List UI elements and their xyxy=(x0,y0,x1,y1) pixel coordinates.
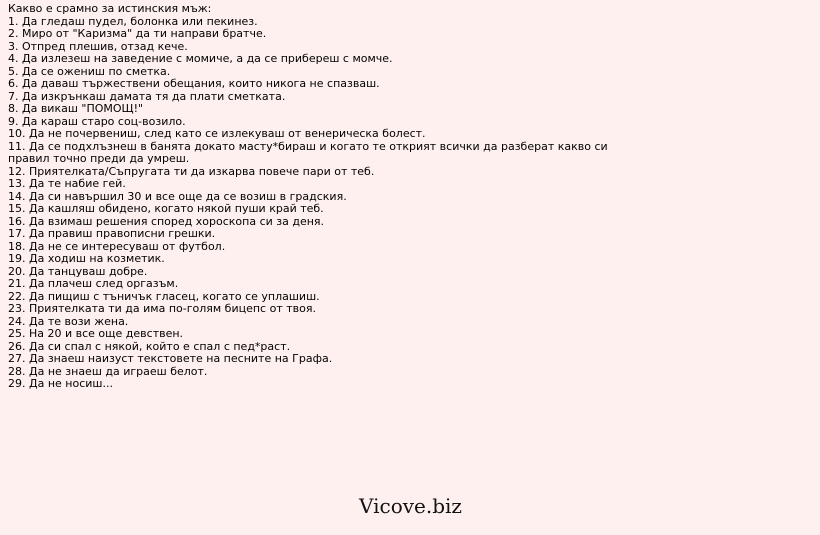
list-item: 17. Да правиш правописни грешки. xyxy=(8,227,216,240)
list-item: 20. Да танцуваш добре. xyxy=(8,264,148,278)
list-item: 24. Да те вози жена. xyxy=(8,314,129,328)
document-body xyxy=(8,3,808,391)
list-item: 7. Да изкрънкаш дамата тя да плати сметката. xyxy=(8,89,286,103)
list-item: 18. Да не се интересуваш от футбол. xyxy=(8,239,226,253)
list-item: 4. Да излезеш на заведение с момиче, а да се прибереш с момче. xyxy=(8,52,393,65)
list-item: 1. Да гледаш пудел, болонка или пекинез. xyxy=(8,14,258,28)
list-item: 11. Да се подхлъзнеш в банята докато масту*бираш и когато те открият всички да разберат какво си правил точно преди да умреш. xyxy=(8,139,608,165)
list-item: 29. Да не носиш... xyxy=(8,377,113,390)
list-item: 6. Да даваш тържествени обещания, които никога не спазваш. xyxy=(8,77,380,90)
list-item: 8. Да викаш "ПОМОЩ!" xyxy=(8,102,144,115)
list-item: 13. Да те набие гей. xyxy=(8,177,126,190)
list-item: 12. Приятелката/Съпругата ти да изкарва повече пари от теб. xyxy=(8,164,375,178)
list-item: 19. Да ходиш на козметик. xyxy=(8,252,165,265)
list-item: 22. Да пищиш с тъничък гласец, когато се уплашиш. xyxy=(8,289,320,303)
list-item: 28. Да не знаеш да играеш белот. xyxy=(8,364,208,378)
list-item: 5. Да се ожениш по сметка. xyxy=(8,64,171,78)
list-item: 9. Да караш старо соц-возило. xyxy=(8,114,186,128)
list-item: 3. Отпред плешив, отзад кече. xyxy=(8,39,188,53)
watermark-text: Vicove.biz xyxy=(359,494,462,518)
list-item: 26. Да си спал с някой, който е спал с пед*раст. xyxy=(8,339,291,353)
list-item: 25. На 20 и все още девствен. xyxy=(8,327,184,340)
list-item: 14. Да си навършил 30 и все още да се возиш в градския. xyxy=(8,189,347,203)
list-item: 15. Да кашляш обидено, когато някой пуши край теб. xyxy=(8,202,324,215)
list-item: 16. Да взимаш решения според хороскопа си за деня. xyxy=(8,214,325,228)
items-list xyxy=(8,16,808,391)
document-title: Какво е срамно за истинския мъж: xyxy=(8,2,212,15)
list-item: 10. Да не почервениш, след като се излекуваш от венерическа болест. xyxy=(8,127,426,140)
list-item: 23. Приятелката ти да има по-голям бицепс от твоя. xyxy=(8,302,316,315)
list-item: 21. Да плачеш след оргазъм. xyxy=(8,277,179,290)
list-item: 27. Да знаеш наизуст текстовете на песните на Графа. xyxy=(8,352,333,365)
list-item: 2. Миро от "Каризма" да ти направи братче. xyxy=(8,27,267,40)
